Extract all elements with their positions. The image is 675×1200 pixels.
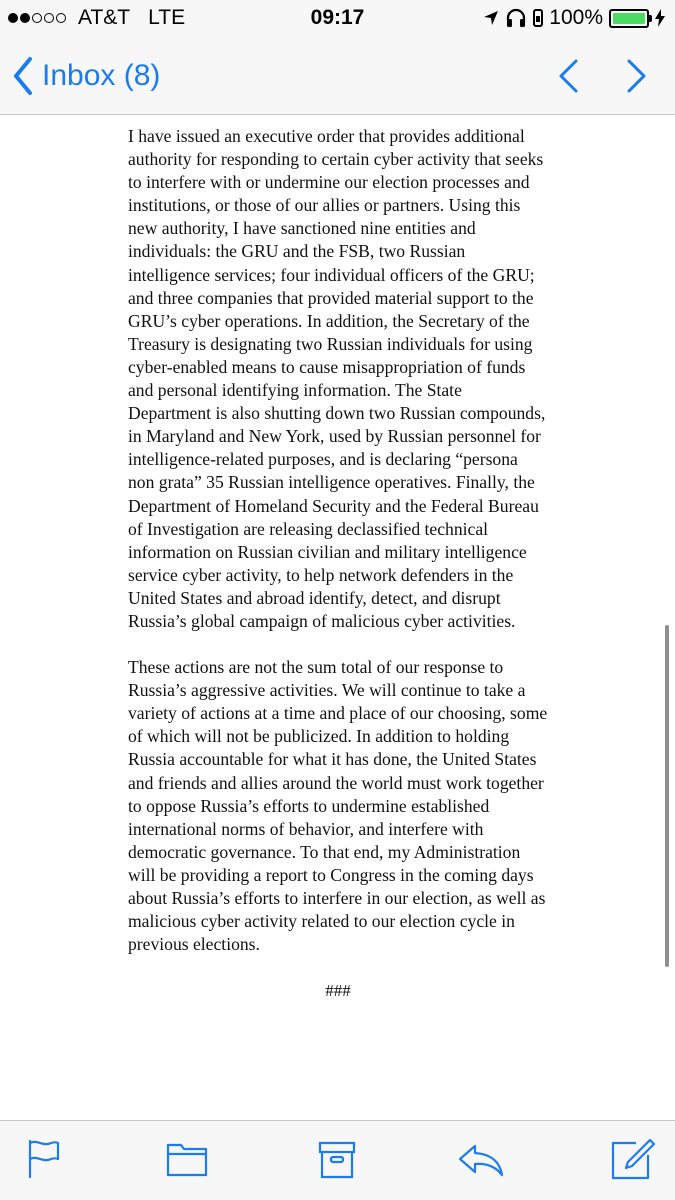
battery-nub [649, 15, 652, 22]
compose-button[interactable] [610, 1137, 656, 1186]
chevron-left-icon [557, 58, 579, 94]
battery-icon [609, 9, 649, 28]
move-to-folder-button[interactable] [166, 1141, 208, 1182]
reply-icon [457, 1143, 505, 1177]
bottom-toolbar [0, 1120, 675, 1200]
battery-fill [613, 13, 645, 24]
flag-icon [27, 1139, 61, 1179]
battery-percent: 100% [549, 6, 603, 29]
signal-dot [56, 13, 66, 23]
status-right [477, 6, 665, 30]
charging-bolt-icon [655, 9, 665, 27]
folder-icon [166, 1141, 208, 1177]
signal-dot [44, 13, 54, 23]
rotation-lock-icon [533, 8, 543, 28]
status-left [8, 6, 185, 30]
archive-button[interactable] [318, 1141, 356, 1184]
flag-button[interactable] [27, 1139, 61, 1184]
network-type: LTE [148, 6, 186, 29]
navigation-bar [0, 40, 675, 115]
email-paragraph: I have issued an executive order that provides additional authority for responding to certain cyber activity that seeks to interfere with or undermine our election processes and institutions, or those of our allies or partners. Using this new authority, I have sanctioned nine entities and individuals: the GRU and the FSB, two Russian intelligence services; four individual officers of the GRU; and three companies that provided material support to the GRU’s cyber operations. In addition, the Secretary of the Treasury is designating two Russian individuals for using cyber-enabled means to cause misappropriation of funds and personal identifying information. The State Department is also shutting down two Russian compounds, in Maryland and New York, used by Russian personnel for intelligence-related purposes, and is declaring “persona non grata” 35 Russian intelligence operatives. Finally, the Department of Homeland Security and the Federal Bureau of Investigation are releasing declassified technical information on Russian civilian and military intelligence service cyber activity, to help network defenders in the United States and abroad identify, detect, and disrupt Russia’s global campaign of malicious cyber activities. [128, 126, 546, 631]
previous-message-button[interactable] [557, 58, 579, 99]
email-paragraph: These actions are not the sum total of our response to Russia’s aggressive activities. We will continue to take a variety of actions at a time and place of our choosing, some of which will not be publicized. In addition to holding Russia accountable for what it has done, the United States and friends and allies around the world must work together to oppose Russia’s efforts to undermine established international norms of behavior, and interfere with democratic governance. To that end, my Administration will be providing a report to Congress in the coming days about Russia’s efforts to interfere in our election, as well as malicious cyber activity related to our election cycle in previous elections. [128, 657, 548, 955]
chevron-left-icon [12, 56, 34, 96]
back-label: Inbox (8) [42, 59, 161, 92]
headphones-icon [505, 8, 527, 28]
clock: 09:17 [310, 6, 365, 29]
scroll-indicator[interactable] [665, 625, 669, 967]
signal-strength-icon [8, 13, 68, 23]
end-mark: ### [325, 981, 351, 1001]
status-bar [0, 0, 675, 40]
next-message-button[interactable] [626, 58, 648, 99]
reply-button[interactable] [457, 1143, 505, 1182]
signal-dot [32, 13, 42, 23]
signal-dot [8, 13, 18, 23]
back-to-inbox-button[interactable] [12, 56, 160, 96]
compose-icon [610, 1137, 656, 1181]
archive-icon [318, 1141, 356, 1179]
email-body [128, 125, 548, 1002]
carrier-name: AT&T [78, 6, 131, 29]
location-arrow-icon [483, 10, 499, 26]
chevron-right-icon [626, 58, 648, 94]
signal-dot [20, 13, 30, 23]
